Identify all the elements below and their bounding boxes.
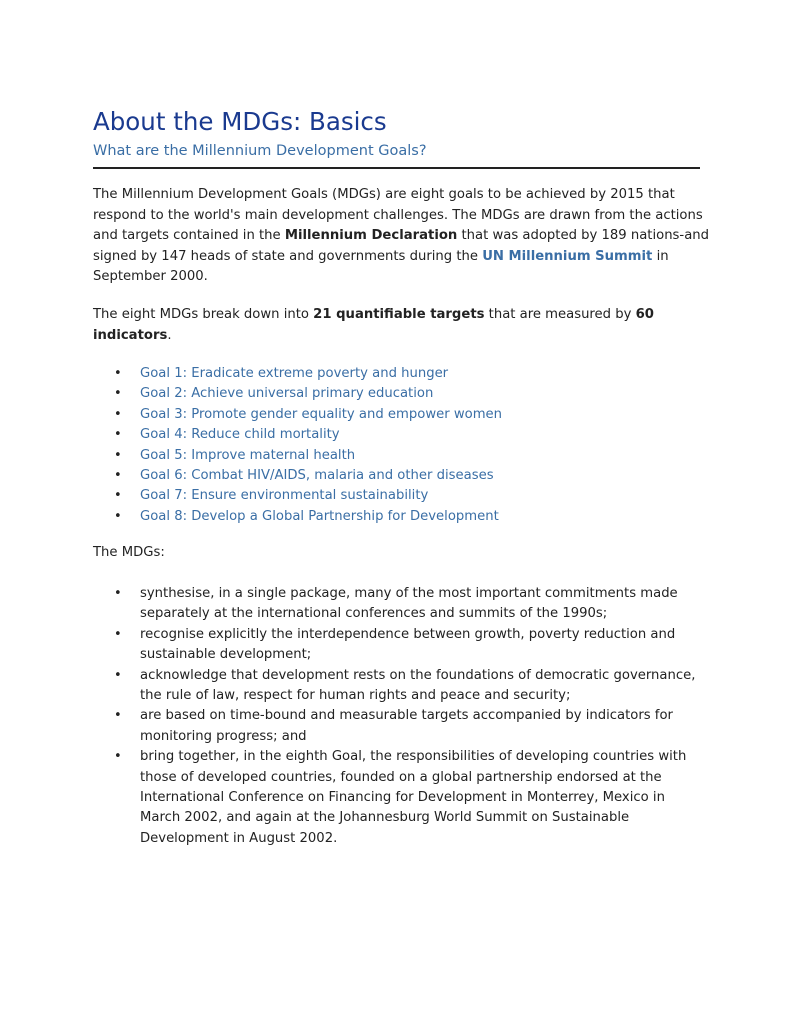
mdgs-points-list (93, 584, 713, 849)
breakdown-text: that are measured by (484, 307, 636, 322)
intro-line-5: September 2000. (93, 269, 208, 284)
point-line: • recognise explicitly the interdependence between growth, poverty reduction and (140, 626, 676, 642)
indicators-word: indicators (93, 327, 168, 343)
list-item (93, 584, 713, 625)
title-divider (93, 167, 700, 169)
intro-text: that was adopted by 189 nations-and (457, 228, 709, 243)
point-line: International Conference on Financing for Development in Monterrey, Mexico in (140, 790, 665, 806)
targets-count: 21 quantifiable targets (313, 307, 485, 322)
point-line: monitoring progress; and (140, 728, 307, 744)
point-line: those of developed countries, founded on a global partnership endorsed at the (140, 769, 662, 785)
goal-link-6[interactable]: • Goal 6: Combat HIV/AIDS, malaria and other diseases (93, 466, 713, 486)
point-line: sustainable development; (140, 647, 312, 663)
goal-link-8[interactable]: • Goal 8: Develop a Global Partnership for Development (93, 507, 713, 527)
point-line: • bring together, in the eighth Goal, the responsibilities of developing countries with (140, 749, 687, 765)
goal-link-7[interactable]: • Goal 7: Ensure environmental sustainability (93, 486, 713, 506)
point-line: the rule of law, respect for human rights and peace and security; (140, 688, 571, 704)
intro-line-3 (93, 226, 713, 247)
breakdown-text: The eight MDGs break down into (93, 307, 314, 322)
breakdown-line-2 (93, 326, 713, 347)
mdgs-heading: The MDGs: (93, 545, 165, 560)
goal-link-2[interactable]: • Goal 2: Achieve universal primary education (93, 384, 713, 404)
point-line: • synthesise, in a single package, many of the most important commitments made (140, 586, 678, 601)
intro-text: signed by 147 heads of state and governments during the (93, 248, 483, 264)
page-subtitle: What are the Millennium Development Goals? (93, 143, 427, 159)
goal-link-1[interactable]: • Goal 1: Eradicate extreme poverty and hunger (93, 364, 713, 384)
indicators-count: 60 (635, 307, 654, 322)
breakdown-line-1 (93, 305, 713, 326)
intro-text: and targets contained in the (93, 228, 285, 243)
point-line: Development in August 2002. (140, 830, 338, 846)
intro-text: in (652, 248, 669, 264)
list-item (93, 625, 713, 666)
intro-line-4 (93, 247, 713, 268)
goal-link-4[interactable]: • Goal 4: Reduce child mortality (93, 425, 713, 445)
list-item (93, 706, 713, 747)
point-line: • are based on time-bound and measurable targets accompanied by indicators for (140, 708, 673, 724)
goal-link-3[interactable]: • Goal 3: Promote gender equality and empower women (93, 405, 713, 425)
intro-paragraph (93, 185, 713, 288)
intro-line-1: The Millennium Development Goals (MDGs) are eight goals to be achieved by 2015 that (93, 187, 675, 202)
point-line: separately at the international conferences and summits of the 1990s; (140, 606, 608, 622)
point-line: March 2002, and again at the Johannesburg World Summit on Sustainable (140, 810, 630, 826)
millennium-declaration: Millennium Declaration (284, 228, 458, 243)
breakdown-period: . (167, 327, 172, 343)
list-item (93, 666, 713, 707)
goal-link-5[interactable]: • Goal 5: Improve maternal health (93, 446, 713, 466)
page-title: About the MDGs: Basics (93, 107, 387, 136)
point-line: • acknowledge that development rests on the foundations of democratic governance, (140, 667, 696, 683)
breakdown-paragraph (93, 305, 713, 346)
list-item (93, 747, 713, 849)
intro-line-2: respond to the world's main development challenges. The MDGs are drawn from the actions (93, 207, 703, 223)
goals-list (93, 364, 713, 527)
un-millennium-summit-link[interactable]: UN Millennium Summit (482, 248, 653, 264)
